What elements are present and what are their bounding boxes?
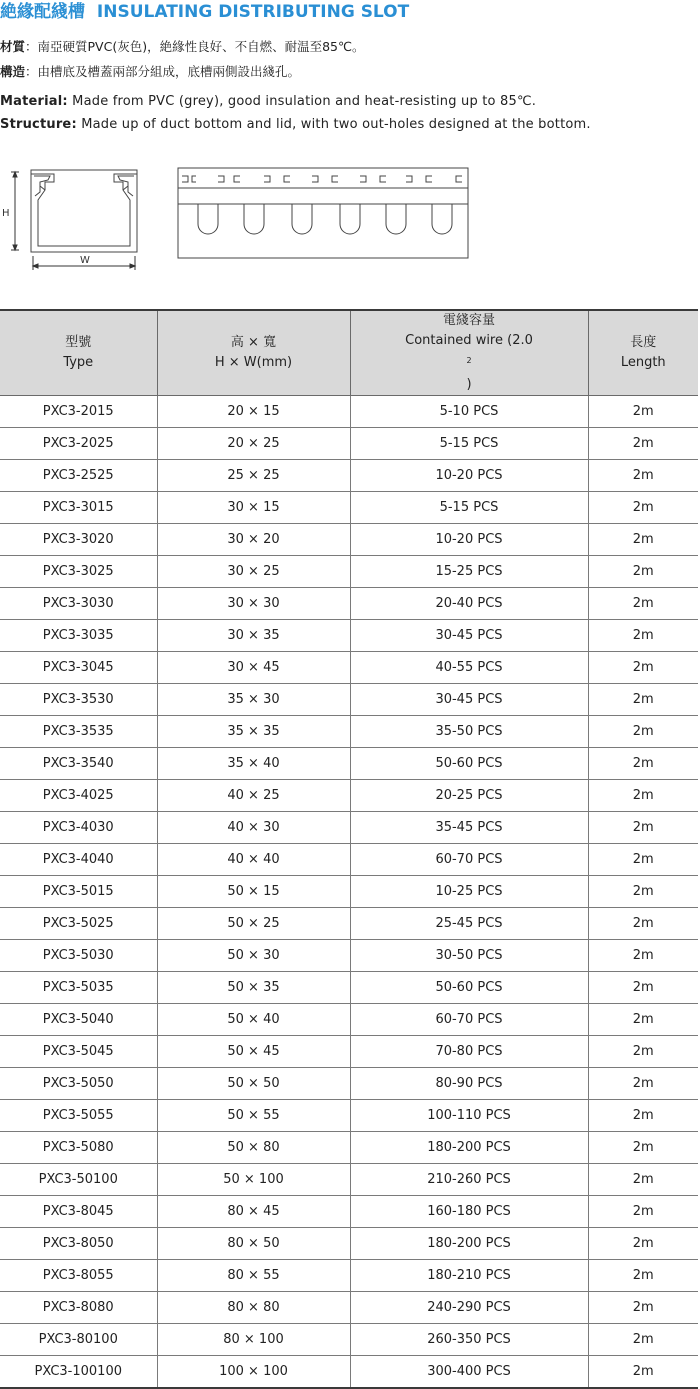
table-row <box>0 1036 698 1068</box>
cell-length: 2m <box>588 940 698 972</box>
cell-length: 2m <box>588 876 698 908</box>
cell-wire: 240-290 PCS <box>350 1292 588 1324</box>
cell-length: 2m <box>588 1196 698 1228</box>
cell-wire: 25-45 PCS <box>350 908 588 940</box>
cell-type: PXC3-80100 <box>0 1324 157 1356</box>
table-row <box>0 1260 698 1292</box>
structure-en-line <box>0 116 591 134</box>
header-length-cn: 長度 <box>630 335 657 350</box>
cell-type: PXC3-4025 <box>0 780 157 812</box>
cell-type: PXC3-3030 <box>0 588 157 620</box>
material-cn-label: 材質 <box>0 39 26 54</box>
cell-size: 50 × 30 <box>157 940 350 972</box>
cell-type: PXC3-5040 <box>0 1004 157 1036</box>
cell-size: 40 × 40 <box>157 844 350 876</box>
cell-type: PXC3-5080 <box>0 1132 157 1164</box>
table-row <box>0 812 698 844</box>
cell-size: 50 × 50 <box>157 1068 350 1100</box>
table-row <box>0 684 698 716</box>
cell-size: 30 × 35 <box>157 620 350 652</box>
header-wire-en-line <box>351 331 588 395</box>
spec-table <box>0 309 698 1389</box>
cell-length: 2m <box>588 1324 698 1356</box>
material-cn-text: ：南亞硬質PVC(灰色)，絶緣性良好、不自燃、耐温至85℃。 <box>25 39 365 54</box>
cell-length: 2m <box>588 1068 698 1100</box>
title-chinese: 絶緣配綫槽 <box>0 2 85 22</box>
cell-length: 2m <box>588 620 698 652</box>
table-row <box>0 1068 698 1100</box>
cell-type: PXC3-2015 <box>0 396 157 428</box>
cell-wire: 160-180 PCS <box>350 1196 588 1228</box>
cell-type: PXC3-2025 <box>0 428 157 460</box>
table-row <box>0 908 698 940</box>
structure-cn-text: ：由槽底及槽蓋兩部分組成，底槽兩側設出綫孔。 <box>25 64 301 79</box>
material-cn-line <box>0 38 365 56</box>
cell-type: PXC3-3535 <box>0 716 157 748</box>
cell-wire: 40-55 PCS <box>350 652 588 684</box>
page-title <box>0 0 409 24</box>
header-size <box>157 310 350 396</box>
width-label: W <box>80 255 90 266</box>
table-row <box>0 588 698 620</box>
cell-type: PXC3-50100 <box>0 1164 157 1196</box>
table-row <box>0 972 698 1004</box>
structure-en-label: Structure: <box>0 117 77 132</box>
cell-size: 30 × 45 <box>157 652 350 684</box>
cell-wire: 10-20 PCS <box>350 460 588 492</box>
cell-wire: 20-25 PCS <box>350 780 588 812</box>
cell-type: PXC3-5030 <box>0 940 157 972</box>
header-type <box>0 310 157 396</box>
cell-size: 30 × 20 <box>157 524 350 556</box>
table-row <box>0 428 698 460</box>
table-row <box>0 1292 698 1324</box>
table-row <box>0 1100 698 1132</box>
cross-section-drawing <box>11 170 137 270</box>
cell-size: 25 × 25 <box>157 460 350 492</box>
header-type-en: Type <box>63 355 94 370</box>
cell-type: PXC3-3015 <box>0 492 157 524</box>
cell-length: 2m <box>588 844 698 876</box>
table-row <box>0 1164 698 1196</box>
material-en-text: Made from PVC (grey), good insulation and heat-resisting up to 85℃. <box>67 94 537 109</box>
cell-type: PXC3-4030 <box>0 812 157 844</box>
header-size-en: H × W(mm) <box>214 355 293 370</box>
cell-wire: 30-50 PCS <box>350 940 588 972</box>
table-row <box>0 780 698 812</box>
cell-type: PXC3-8080 <box>0 1292 157 1324</box>
cell-length: 2m <box>588 1036 698 1068</box>
cell-type: PXC3-3035 <box>0 620 157 652</box>
table-row <box>0 716 698 748</box>
cell-length: 2m <box>588 684 698 716</box>
cell-length: 2m <box>588 1228 698 1260</box>
cell-wire: 5-10 PCS <box>350 396 588 428</box>
structure-cn-label: 構造 <box>0 64 26 79</box>
cell-type: PXC3-3540 <box>0 748 157 780</box>
cell-size: 80 × 45 <box>157 1196 350 1228</box>
cell-size: 35 × 30 <box>157 684 350 716</box>
cell-wire: 30-45 PCS <box>350 620 588 652</box>
cell-length: 2m <box>588 556 698 588</box>
table-row <box>0 1324 698 1356</box>
table-row <box>0 1004 698 1036</box>
cell-size: 30 × 30 <box>157 588 350 620</box>
cell-size: 50 × 55 <box>157 1100 350 1132</box>
table-row <box>0 1228 698 1260</box>
cell-size: 20 × 15 <box>157 396 350 428</box>
cell-length: 2m <box>588 812 698 844</box>
cell-type: PXC3-5045 <box>0 1036 157 1068</box>
cell-size: 80 × 80 <box>157 1292 350 1324</box>
cell-size: 50 × 15 <box>157 876 350 908</box>
header-wire <box>350 310 588 396</box>
cell-type: PXC3-5025 <box>0 908 157 940</box>
table-row <box>0 1132 698 1164</box>
cell-size: 100 × 100 <box>157 1356 350 1389</box>
table-row <box>0 1196 698 1228</box>
cell-type: PXC3-8055 <box>0 1260 157 1292</box>
table-row <box>0 460 698 492</box>
cell-length: 2m <box>588 1132 698 1164</box>
header-size-cn: 高 × 寬 <box>230 335 277 350</box>
cell-type: PXC3-3020 <box>0 524 157 556</box>
cell-length: 2m <box>588 972 698 1004</box>
cell-length: 2m <box>588 492 698 524</box>
cell-wire: 180-210 PCS <box>350 1260 588 1292</box>
header-wire-en: Contained wire (2.0 <box>405 333 533 348</box>
table-row <box>0 620 698 652</box>
cell-type: PXC3-4040 <box>0 844 157 876</box>
cell-type: PXC3-5055 <box>0 1100 157 1132</box>
cell-size: 35 × 35 <box>157 716 350 748</box>
cell-length: 2m <box>588 1100 698 1132</box>
header-length-en: Length <box>620 355 666 370</box>
material-en-label: Material: <box>0 94 68 109</box>
cell-size: 30 × 15 <box>157 492 350 524</box>
cell-type: PXC3-8045 <box>0 1196 157 1228</box>
cell-length: 2m <box>588 396 698 428</box>
cell-length: 2m <box>588 1292 698 1324</box>
cell-size: 50 × 25 <box>157 908 350 940</box>
structure-en-text: Made up of duct bottom and lid, with two out-holes designed at the bottom. <box>76 117 591 132</box>
cell-wire: 210-260 PCS <box>350 1164 588 1196</box>
cell-length: 2m <box>588 780 698 812</box>
cell-size: 30 × 25 <box>157 556 350 588</box>
cell-length: 2m <box>588 748 698 780</box>
cell-wire: 180-200 PCS <box>350 1228 588 1260</box>
height-label: H <box>2 208 10 219</box>
side-view-drawing <box>178 168 468 258</box>
cell-size: 20 × 25 <box>157 428 350 460</box>
cell-length: 2m <box>588 1164 698 1196</box>
header-length <box>588 310 698 396</box>
cell-length: 2m <box>588 716 698 748</box>
cell-size: 40 × 30 <box>157 812 350 844</box>
cell-wire: 50-60 PCS <box>350 972 588 1004</box>
cell-wire: 260-350 PCS <box>350 1324 588 1356</box>
cell-type: PXC3-3025 <box>0 556 157 588</box>
cell-wire: 70-80 PCS <box>350 1036 588 1068</box>
cell-type: PXC3-8050 <box>0 1228 157 1260</box>
cell-size: 80 × 50 <box>157 1228 350 1260</box>
cell-length: 2m <box>588 460 698 492</box>
table-row <box>0 748 698 780</box>
cell-size: 50 × 40 <box>157 1004 350 1036</box>
header-wire-cn: 電綫容量 <box>442 313 495 328</box>
cell-length: 2m <box>588 908 698 940</box>
table-header-row <box>0 310 698 396</box>
cell-length: 2m <box>588 1260 698 1292</box>
table-row <box>0 876 698 908</box>
table-row <box>0 940 698 972</box>
table-body <box>0 396 698 1389</box>
cell-wire: 80-90 PCS <box>350 1068 588 1100</box>
cell-wire: 60-70 PCS <box>350 844 588 876</box>
header-wire-en-suffix: ) <box>466 377 472 392</box>
cell-length: 2m <box>588 1356 698 1389</box>
cell-wire: 50-60 PCS <box>350 748 588 780</box>
cell-wire: 5-15 PCS <box>350 492 588 524</box>
cell-type: PXC3-3530 <box>0 684 157 716</box>
cell-length: 2m <box>588 588 698 620</box>
cell-wire: 300-400 PCS <box>350 1356 588 1389</box>
cell-size: 50 × 80 <box>157 1132 350 1164</box>
cell-size: 50 × 45 <box>157 1036 350 1068</box>
cell-wire: 35-45 PCS <box>350 812 588 844</box>
cell-length: 2m <box>588 524 698 556</box>
cell-type: PXC3-3045 <box>0 652 157 684</box>
table-row <box>0 492 698 524</box>
cell-wire: 10-25 PCS <box>350 876 588 908</box>
title-english: INSULATING DISTRIBUTING SLOT <box>96 2 410 22</box>
cell-type: PXC3-2525 <box>0 460 157 492</box>
table-row <box>0 524 698 556</box>
header-wire-sup: 2 <box>466 356 472 365</box>
cell-wire: 15-25 PCS <box>350 556 588 588</box>
cell-wire: 180-200 PCS <box>350 1132 588 1164</box>
cell-wire: 5-15 PCS <box>350 428 588 460</box>
cell-size: 35 × 40 <box>157 748 350 780</box>
cell-type: PXC3-5015 <box>0 876 157 908</box>
material-en-line <box>0 93 536 111</box>
duct-diagram <box>0 160 480 280</box>
table-row <box>0 844 698 876</box>
cell-size: 80 × 55 <box>157 1260 350 1292</box>
cell-size: 40 × 25 <box>157 780 350 812</box>
cell-size: 80 × 100 <box>157 1324 350 1356</box>
table-row <box>0 556 698 588</box>
cell-wire: 100-110 PCS <box>350 1100 588 1132</box>
cell-type: PXC3-5050 <box>0 1068 157 1100</box>
cell-length: 2m <box>588 652 698 684</box>
cell-length: 2m <box>588 428 698 460</box>
cell-size: 50 × 35 <box>157 972 350 1004</box>
cell-size: 50 × 100 <box>157 1164 350 1196</box>
table-row <box>0 396 698 428</box>
header-type-cn: 型號 <box>65 335 92 350</box>
cell-wire: 10-20 PCS <box>350 524 588 556</box>
cell-wire: 20-40 PCS <box>350 588 588 620</box>
cell-wire: 60-70 PCS <box>350 1004 588 1036</box>
structure-cn-line <box>0 63 300 81</box>
cell-type: PXC3-5035 <box>0 972 157 1004</box>
cell-type: PXC3-100100 <box>34 1364 122 1379</box>
table-row <box>0 652 698 684</box>
table-row <box>0 1356 698 1389</box>
cell-wire: 30-45 PCS <box>350 684 588 716</box>
cell-wire: 35-50 PCS <box>350 716 588 748</box>
cell-length: 2m <box>588 1004 698 1036</box>
